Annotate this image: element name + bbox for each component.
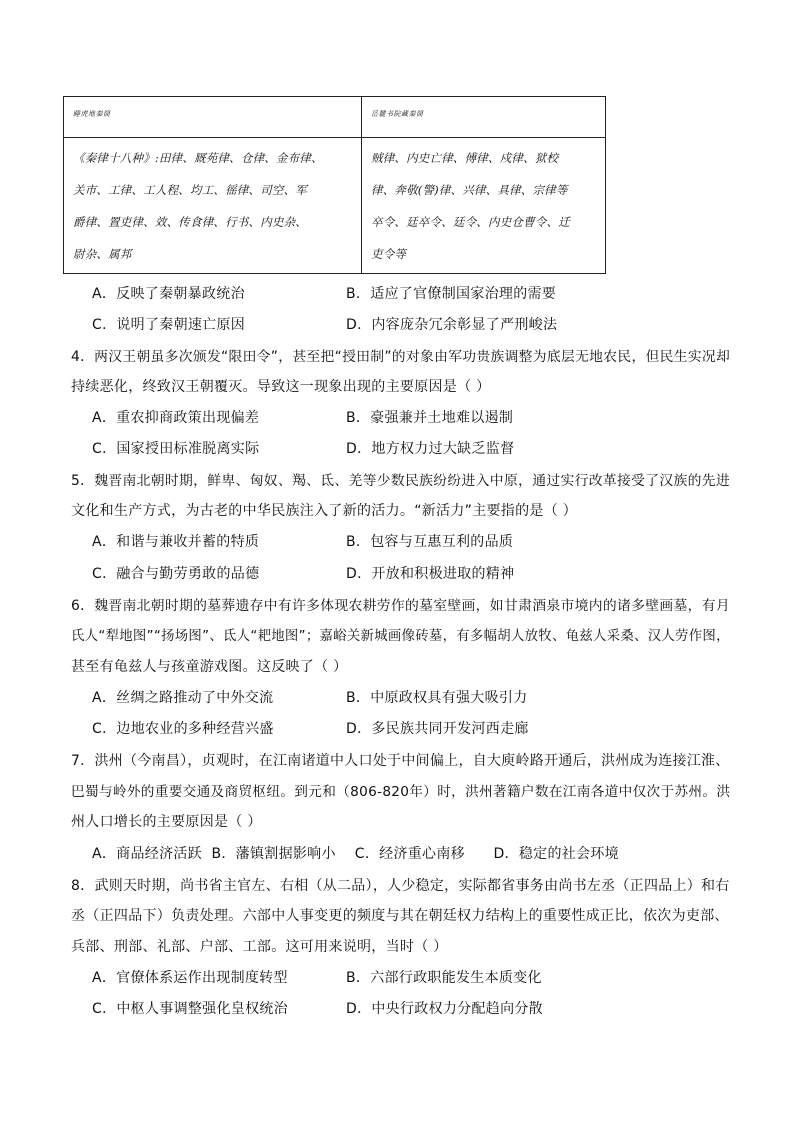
q3-option-a: A．反映了秦朝暴政统治 <box>92 286 245 302</box>
table-cell <box>64 138 362 274</box>
q8-option-a: A．官僚体系运作出现制度转型 <box>92 970 288 986</box>
q5-option-c: C．融合与勤劳勇敢的品德 <box>92 566 260 582</box>
q5-stem-line: 文化和生产方式，为古老的中华民族注入了新的活力。“新活力”主要指的是（ ） <box>71 503 578 519</box>
q5-option-a: A．和谐与兼收并蓄的特质 <box>92 534 260 550</box>
q7-stem-line: 7．洪州（今南昌），贞观时，在江南诸道中人口处于中间偏上，自大庾岭路开通后，洪州成为连接江淮、 <box>71 753 730 769</box>
q8-stem-line: 8．武则天时期，尚书省主官左、右相（从二品），人少稳定，实际都省事务由尚书左丞（正四品上）和右 <box>71 878 730 894</box>
q7-options-line: A．商品经济活跃 B．藩镇割据影响小 C．经济重心南移 D．稳定的社会环境 <box>92 846 619 862</box>
q4-option-b: B．豪强兼并土地难以遏制 <box>346 410 514 426</box>
header-yuelu: 岳麓书院藏秦简 <box>371 110 424 118</box>
q6-stem-line: 甚至有龟兹人与孩童游戏图。这反映了（ ） <box>71 659 348 675</box>
q6-option-b: B．中原政权具有强大吸引力 <box>346 690 528 706</box>
cell-line: 卒令、廷卒令、廷令、内史仓曹令、迁 <box>371 215 570 229</box>
cell-line: 《秦律十八种》:田律、厩苑律、仓律、金布律、 <box>73 151 323 165</box>
q4-stem-line: 4．两汉王朝虽多次颁发“限田令”，甚至把“授田制”的对象由军功贵族调整为底层无地农民，但民生实况却 <box>71 349 731 365</box>
q3-option-c: C．说明了秦朝速亡原因 <box>92 317 246 333</box>
q5-stem-line: 5．魏晋南北朝时期，鲜卑、匈奴、羯、氐、羌等少数民族纷纷进入中原，通过实行改革接受了汉族的先进 <box>71 473 730 489</box>
q4-stem-line: 持续恶化，终致汉王朝覆灭。导致这一现象出现的主要原因是（ ） <box>71 379 491 395</box>
table-header-cell <box>64 97 362 138</box>
q5-option-b: B．包容与互惠互利的品质 <box>346 534 514 550</box>
q6-stem-line: 氏人“犁地图”“扬场图”、氐人“耙地图”；嘉峪关新城画像砖墓，有多幅胡人放牧、龟兹人采桑、汉人劳作图， <box>71 629 730 644</box>
q8-option-b: B．六部行政职能发生本质变化 <box>346 970 542 986</box>
q6-stem-line: 6．魏晋南北朝时期的墓葬遗存中有许多体现农耕劳作的墓室壁画，如甘肃酒泉市境内的诸多壁画墓，有月 <box>71 598 730 614</box>
q3-option-d: D．内容庞杂冗余彰显了严刑峻法 <box>346 317 558 333</box>
header-shuihudi: 睡虎地秦简 <box>73 110 111 118</box>
q6-option-d: D．多民族共同开发河西走廊 <box>346 721 529 737</box>
table-header-cell <box>362 97 606 138</box>
q4-option-c: C．国家授田标准脱离实际 <box>92 441 260 457</box>
cell-shuihudi-text <box>64 138 361 270</box>
q3-option-b: B．适应了官僚制国家治理的需要 <box>346 286 557 302</box>
cell-line: 尉杂、属邦 <box>73 247 132 261</box>
table-row <box>64 138 606 274</box>
q4-option-d: D．地方权力过大缺乏监督 <box>346 441 515 457</box>
cell-line: 关市、工律、工人程、均工、徭律、司空、军 <box>73 183 307 197</box>
cell-yuelu-text <box>362 138 605 270</box>
q6-option-c: C．边地农业的多种经营兴盛 <box>92 721 274 737</box>
cell-line: 贼律、内史亡律、傅律、戍律、狱校 <box>371 151 559 165</box>
table-header-row <box>64 97 606 138</box>
q4-option-a: A．重农抑商政策出现偏差 <box>92 410 260 426</box>
table-cell <box>362 138 606 274</box>
q5-option-d: D．开放和积极进取的精神 <box>346 566 515 582</box>
q8-option-d: D．中央行政权力分配趋向分散 <box>346 1001 543 1017</box>
qin-slips-table <box>63 96 606 274</box>
q6-option-a: A．丝绸之路推动了中外交流 <box>92 690 274 706</box>
q7-stem-line: 巴蜀与岭外的重要交通及商贸枢纽。到元和（806-820年）时，洪州著籍户数在江南各道中仅次于苏州。洪 <box>71 784 731 800</box>
q8-option-c: C．中枢人事调整强化皇权统治 <box>92 1001 288 1017</box>
q8-stem-line: 丞（正四品下）负责处理。六部中人事变更的频度与其在朝廷权力结构上的重要性成正比，依次为吏部、 <box>71 908 729 924</box>
cell-line: 爵律、置吏律、效、传食律、行书、内史杂、 <box>73 215 307 229</box>
q8-stem-line: 兵部、刑部、礼部、户部、工部。这可用来说明，当时（ ） <box>71 939 448 955</box>
cell-line: 律、奔敬(警)律、兴律、具律、宗律等 <box>371 183 568 197</box>
q7-stem-line: 州人口增长的主要原因是（ ） <box>71 814 262 830</box>
cell-line: 吏令等 <box>371 247 407 261</box>
